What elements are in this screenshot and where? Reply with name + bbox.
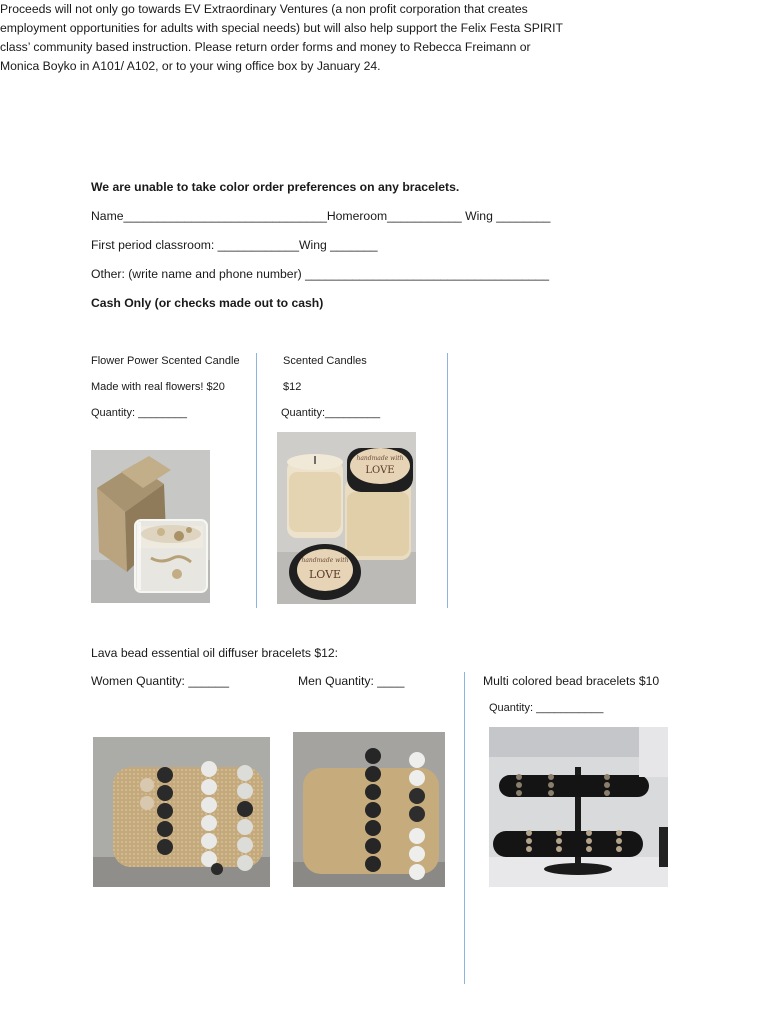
jar-label-script: handmade with	[356, 455, 404, 462]
column-divider	[447, 353, 448, 608]
flower-candle-description: Made with real flowers! $20	[91, 381, 225, 393]
intro-line: Proceeds will not only go towards EV Extraordinary Ventures (a non profit corporation that creates	[0, 2, 528, 16]
men-lava-bracelets-photo	[293, 732, 445, 887]
intro-line: Monica Boyko in A101/ A102, or to your wing office box by January 24.	[0, 59, 381, 73]
scented-candles-price: $12	[283, 381, 302, 393]
column-divider	[464, 672, 465, 984]
flower-candle-quantity-field[interactable]: Quantity: ________	[91, 407, 188, 419]
flower-candle-title: Flower Power Scented Candle	[91, 355, 240, 367]
multi-bracelets-title: Multi colored bead bracelets $10	[483, 674, 660, 688]
scented-candles-quantity-field[interactable]: Quantity:_________	[281, 407, 381, 419]
intro-line: employment opportunities for adults with special needs) but will also help support the Felix Festa SPIRIT	[0, 21, 563, 35]
payment-note: Cash Only (or checks made out to cash)	[91, 296, 324, 310]
name-homeroom-wing-field[interactable]: Name______________________________Homeroom___________ Wing ________	[91, 209, 551, 223]
scented-candles-title: Scented Candles	[283, 355, 367, 367]
lava-bracelets-title: Lava bead essential oil diffuser bracelets $12:	[91, 646, 339, 660]
women-lava-bracelets-photo	[93, 737, 270, 887]
lid-label-script: handmade with	[301, 557, 349, 564]
multi-bracelets-quantity-field[interactable]: Quantity: ___________	[489, 702, 604, 714]
intro-paragraph	[0, 0, 600, 76]
scented-candles-photo	[277, 432, 416, 604]
intro-line: class’ community based instruction. Please return order forms and money to Rebecca Freimann or	[0, 40, 531, 54]
color-preference-notice: We are unable to take color order preferences on any bracelets.	[91, 180, 460, 194]
other-contact-field[interactable]: Other: (write name and phone number) ____________________________________	[91, 267, 550, 281]
multi-bracelets-photo	[489, 727, 668, 887]
jar-label-word: LOVE	[365, 465, 395, 476]
column-divider	[256, 353, 257, 608]
flower-candle-photo	[91, 450, 210, 603]
lid-label-word: LOVE	[308, 568, 342, 581]
women-quantity-field[interactable]: Women Quantity: ______	[91, 674, 229, 688]
first-period-field[interactable]: First period classroom: ____________Wing _______	[91, 238, 378, 252]
men-quantity-field[interactable]: Men Quantity: ____	[298, 674, 405, 688]
